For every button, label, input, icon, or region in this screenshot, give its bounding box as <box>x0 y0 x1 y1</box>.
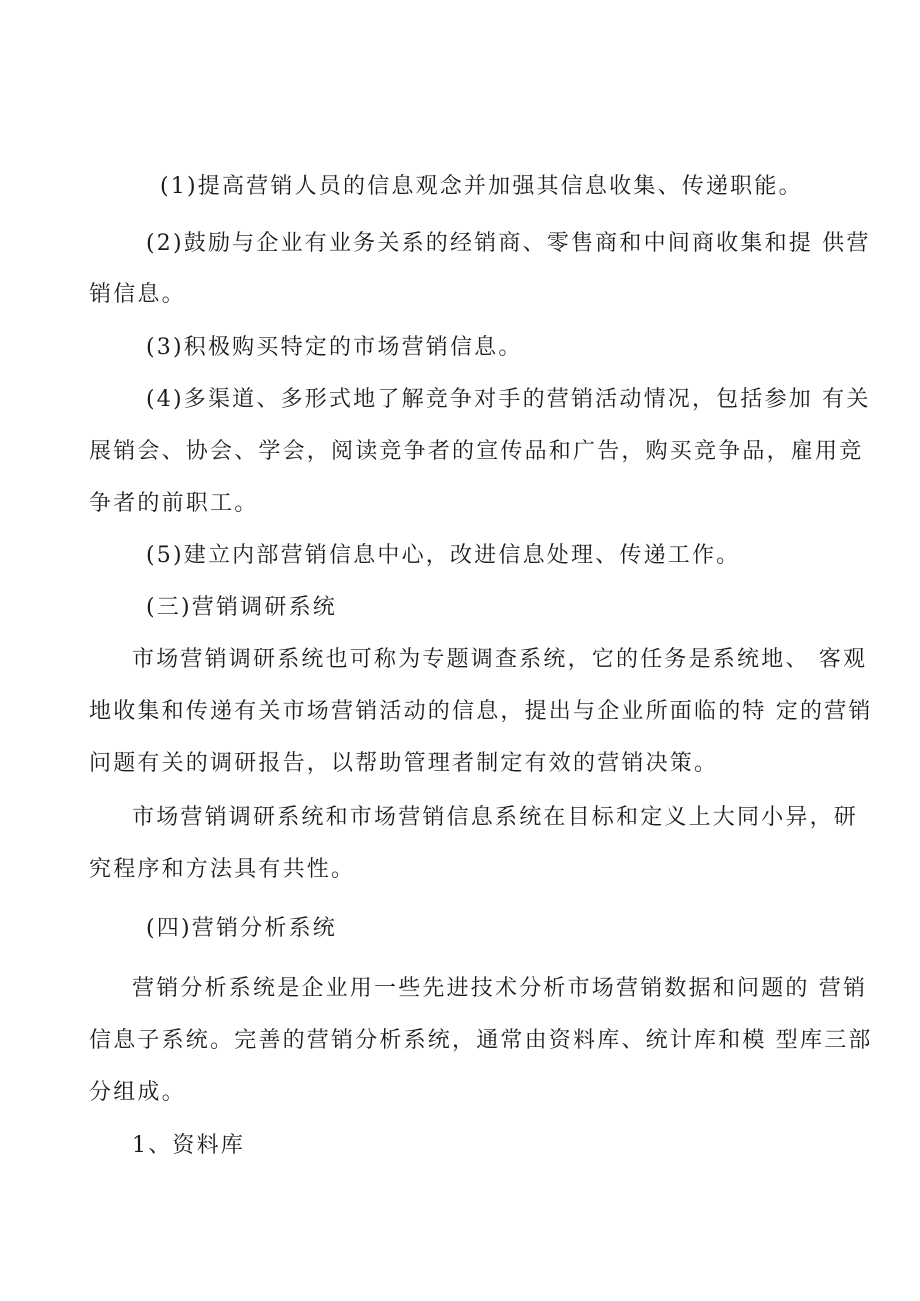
paragraph-item-3: (3)积极购买特定的市场营销信息。 <box>146 335 523 360</box>
section-heading-3: (三)营销调研系统 <box>146 595 337 620</box>
paragraph-8-line-1: 营销分析系统是企业用一些先进技术分析市场营销数据和问题的 营销 <box>132 976 868 1001</box>
section-heading-4: (四)营销分析系统 <box>146 916 337 941</box>
paragraph-6-line-3: 问题有关的调研报告，以帮助管理者制定有效的营销决策。 <box>89 751 719 776</box>
paragraph-item-4-line-2: 展销会、协会、学会，阅读竞争者的宣传品和广告，购买竞争品，雇用竞 <box>89 439 864 464</box>
paragraph-item-2-line-2: 销信息。 <box>89 282 186 307</box>
paragraph-8-line-3: 分组成。 <box>89 1080 186 1105</box>
paragraph-item-4-line-3: 争者的前职工。 <box>89 491 259 516</box>
paragraph-6-line-1: 市场营销调研系统也可称为专题调查系统，它的任务是系统地、 客观 <box>132 647 868 672</box>
paragraph-7-line-2: 究程序和方法具有共性。 <box>89 857 356 882</box>
paragraph-6-line-2: 地收集和传递有关市场营销活动的信息，提出与企业所面临的特 定的营销 <box>89 699 873 724</box>
paragraph-item-2-line-1: (2)鼓励与企业有业务关系的经销商、零售商和中间商收集和提 供营 <box>146 231 871 256</box>
paragraph-item-1: (1)提高营销人员的信息观念并加强其信息收集、传递职能。 <box>160 174 803 199</box>
paragraph-item-5: (5)建立内部营销信息中心，改进信息处理、传递工作。 <box>146 543 741 568</box>
paragraph-7-line-1: 市场营销调研系统和市场营销信息系统在目标和定义上大同小异，研 <box>132 805 859 830</box>
paragraph-8-line-2: 信息子系统。完善的营销分析系统，通常由资料库、统计库和模 型库三部 <box>89 1028 873 1053</box>
subsection-heading-1: 1、资料库 <box>132 1133 245 1158</box>
paragraph-item-4-line-1: (4)多渠道、多形式地了解竞争对手的营销活动情况，包括参加 有关 <box>146 387 871 412</box>
